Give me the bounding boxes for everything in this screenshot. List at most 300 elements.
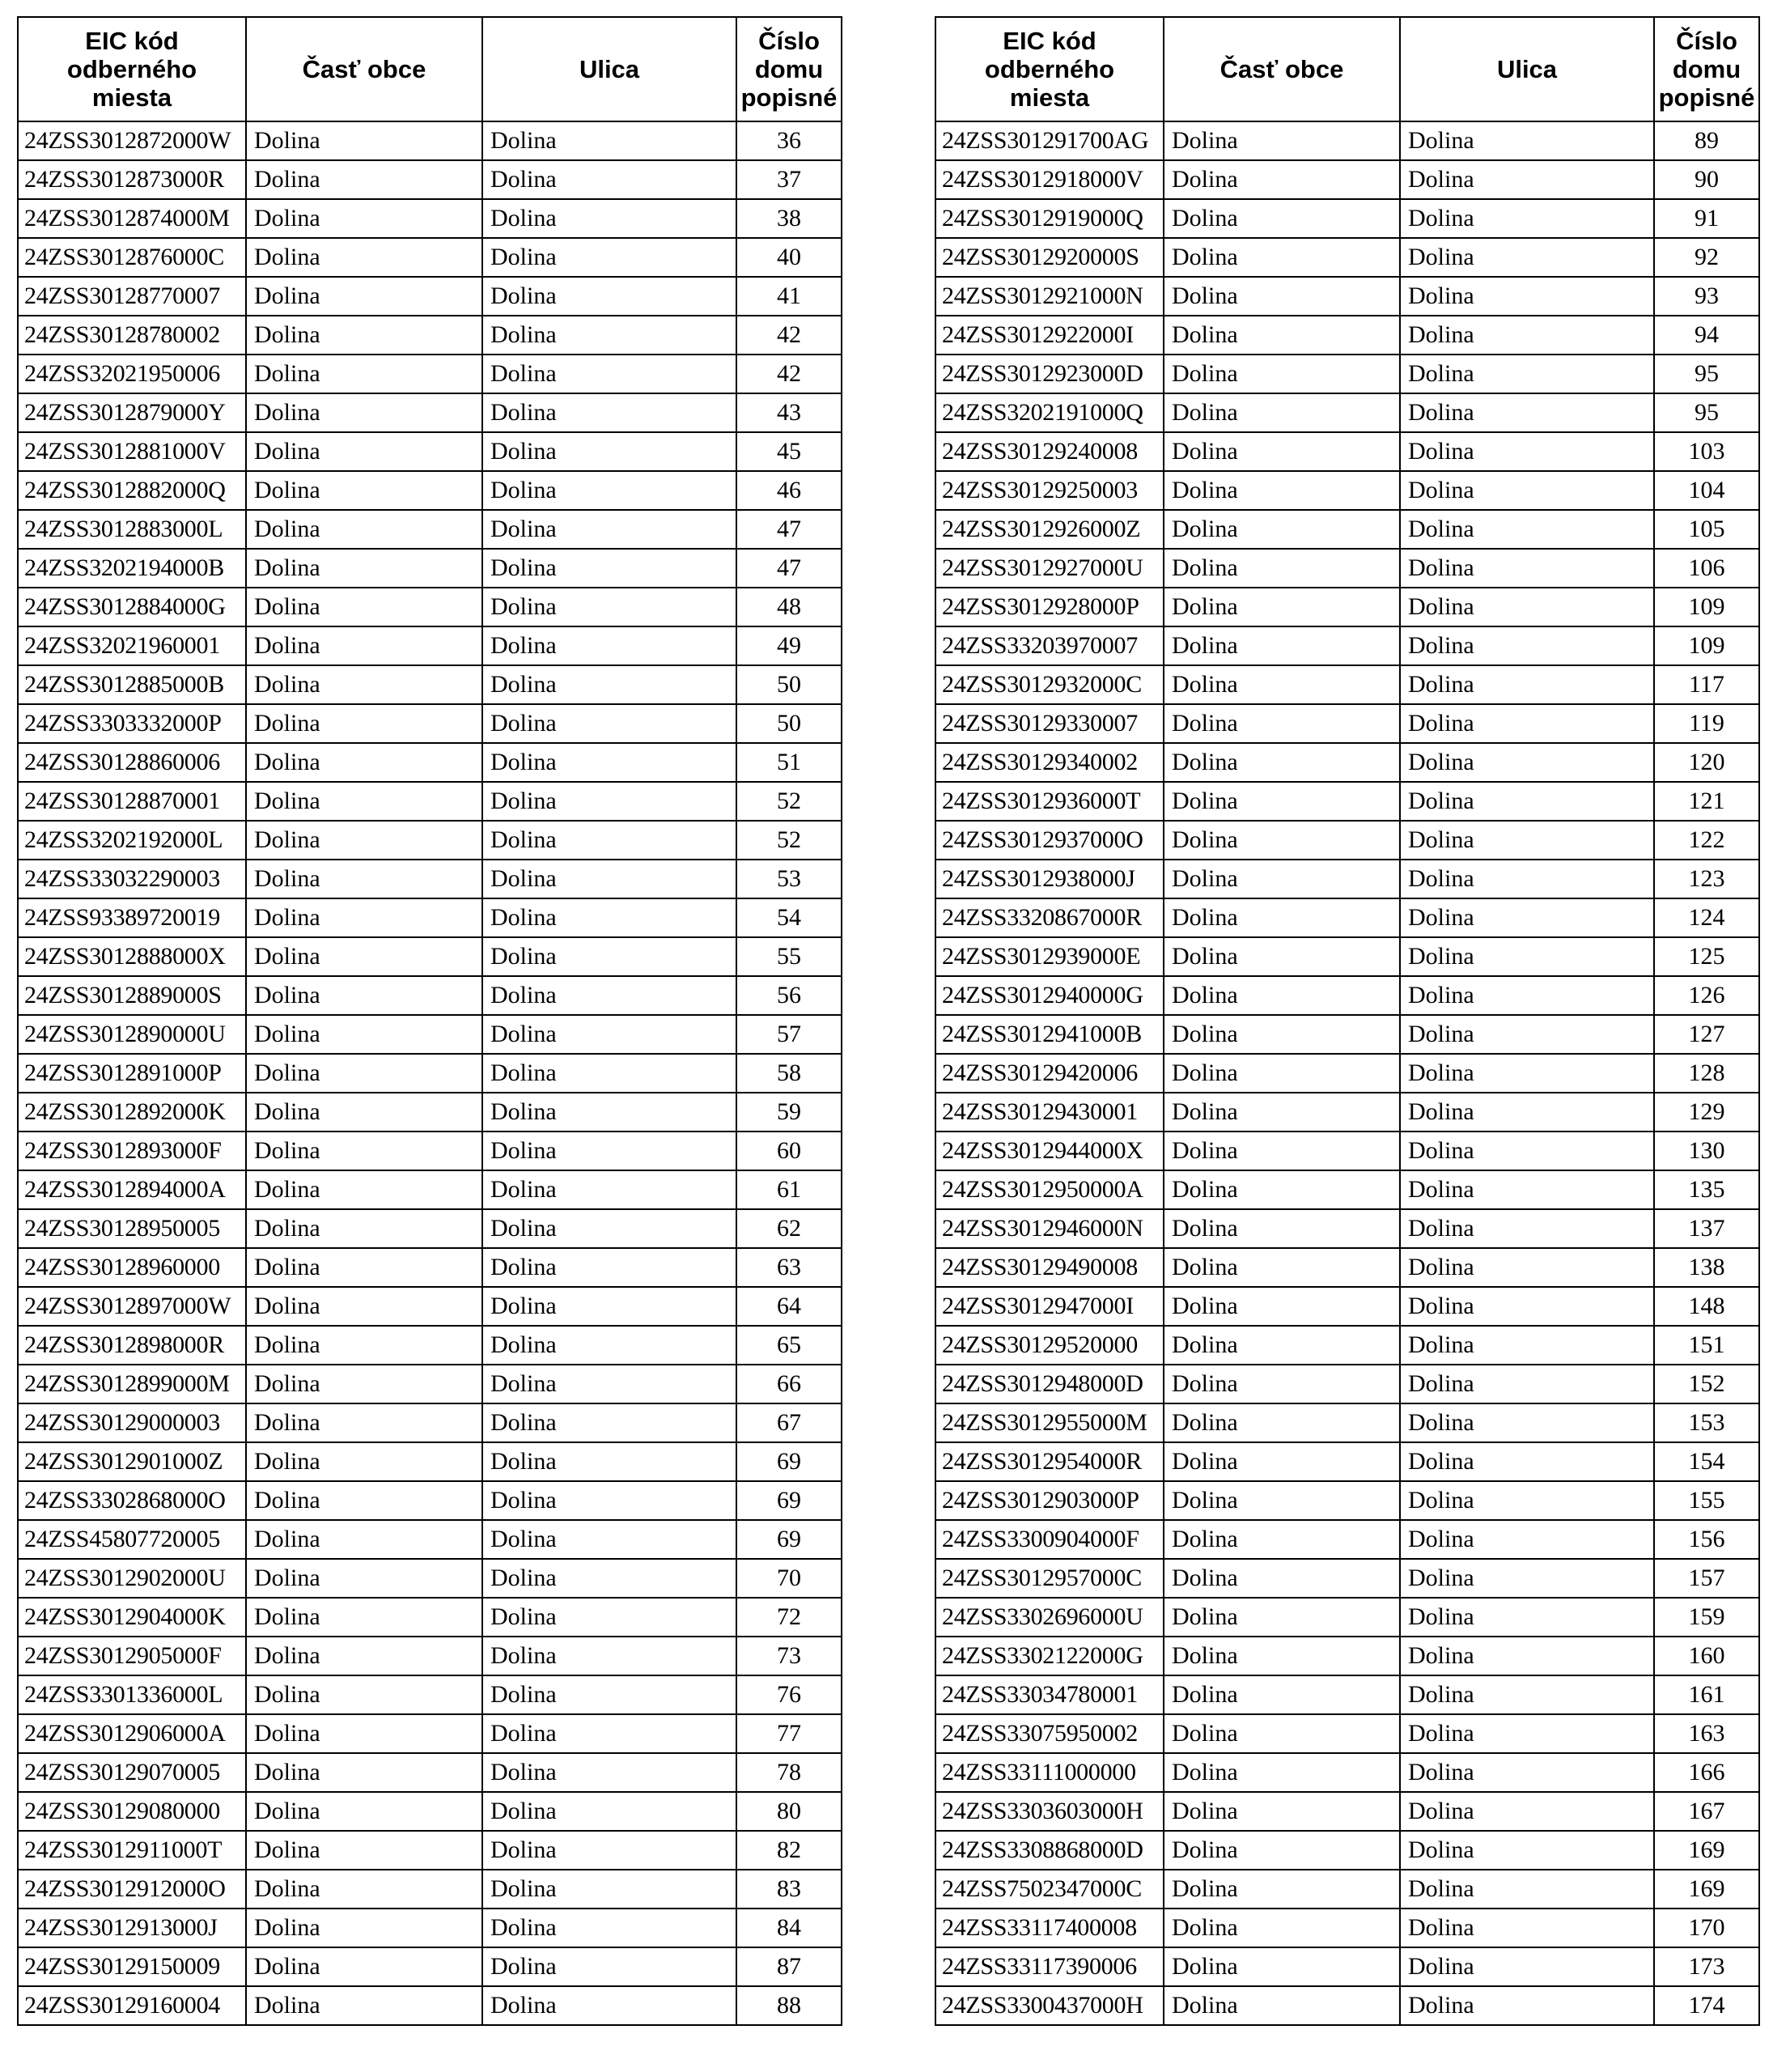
table-row (935, 355, 1759, 393)
ulica-cell: Dolina (1400, 238, 1654, 277)
ulica-cell: Dolina (1400, 821, 1654, 860)
cast-obce-cell: Dolina (1164, 1287, 1400, 1326)
cislo-domu-cell: 170 (1654, 1909, 1759, 1947)
eic-code-cell: 24ZSS33075950002 (935, 1714, 1164, 1753)
cast-obce-cell: Dolina (246, 1637, 482, 1675)
table-row (935, 1403, 1759, 1442)
cast-obce-cell: Dolina (1164, 277, 1400, 316)
ulica-cell: Dolina (482, 1481, 736, 1520)
eic-code-cell: 24ZSS3012884000G (18, 588, 246, 626)
cislo-domu-cell: 163 (1654, 1714, 1759, 1753)
eic-code-cell: 24ZSS30129490008 (935, 1248, 1164, 1287)
header-eic-code: EIC kód odberného miesta (18, 17, 246, 121)
cast-obce-cell: Dolina (1164, 1403, 1400, 1442)
cislo-domu-cell: 106 (1654, 549, 1759, 588)
table-row (935, 1132, 1759, 1170)
header-cast-obce: Časť obce (1164, 17, 1400, 121)
ulica-cell: Dolina (482, 1365, 736, 1403)
table-row (18, 1520, 842, 1559)
eic-code-cell: 24ZSS3012940000G (935, 976, 1164, 1015)
cislo-domu-cell: 127 (1654, 1015, 1759, 1054)
cislo-domu-cell: 123 (1654, 860, 1759, 898)
cast-obce-cell: Dolina (246, 821, 482, 860)
table-row (18, 976, 842, 1015)
cast-obce-cell: Dolina (246, 860, 482, 898)
table-row (18, 277, 842, 316)
ulica-cell: Dolina (1400, 1248, 1654, 1287)
ulica-cell: Dolina (1400, 588, 1654, 626)
table-row (935, 821, 1759, 860)
table-row (935, 1753, 1759, 1792)
eic-code-cell: 24ZSS30129240008 (935, 432, 1164, 471)
cast-obce-cell: Dolina (246, 1831, 482, 1870)
table-header-row (18, 17, 842, 121)
ulica-cell: Dolina (1400, 471, 1654, 510)
table-row (935, 1947, 1759, 1986)
ulica-cell: Dolina (1400, 432, 1654, 471)
eic-code-cell: 24ZSS30129150009 (18, 1947, 246, 1986)
eic-code-cell: 24ZSS3012883000L (18, 510, 246, 549)
table-row (18, 1986, 842, 2025)
eic-code-cell: 24ZSS3012893000F (18, 1132, 246, 1170)
eic-code-cell: 24ZSS3012955000M (935, 1403, 1164, 1442)
ulica-cell: Dolina (1400, 1365, 1654, 1403)
cast-obce-cell: Dolina (246, 1403, 482, 1442)
ulica-cell: Dolina (1400, 1442, 1654, 1481)
table-row (935, 1559, 1759, 1598)
cast-obce-cell: Dolina (246, 160, 482, 199)
ulica-cell: Dolina (1400, 1637, 1654, 1675)
ulica-cell: Dolina (482, 1792, 736, 1831)
ulica-cell: Dolina (482, 1132, 736, 1170)
cislo-domu-cell: 61 (736, 1170, 842, 1209)
eic-code-cell: 24ZSS3202192000L (18, 821, 246, 860)
ulica-cell: Dolina (482, 1598, 736, 1637)
cast-obce-cell: Dolina (246, 471, 482, 510)
cast-obce-cell: Dolina (246, 1054, 482, 1093)
ulica-cell: Dolina (1400, 860, 1654, 898)
cislo-domu-cell: 119 (1654, 704, 1759, 743)
ulica-cell: Dolina (1400, 1714, 1654, 1753)
table-row (18, 1753, 842, 1792)
cast-obce-cell: Dolina (246, 1326, 482, 1365)
table-row (18, 199, 842, 238)
table-row (18, 1326, 842, 1365)
cast-obce-cell: Dolina (246, 704, 482, 743)
ulica-cell: Dolina (482, 1559, 736, 1598)
ulica-cell: Dolina (482, 355, 736, 393)
table-row (935, 626, 1759, 665)
eic-code-cell: 24ZSS3012923000D (935, 355, 1164, 393)
cast-obce-cell: Dolina (246, 199, 482, 238)
cislo-domu-cell: 72 (736, 1598, 842, 1637)
table-row (935, 1170, 1759, 1209)
cislo-domu-cell: 42 (736, 316, 842, 355)
cast-obce-cell: Dolina (1164, 821, 1400, 860)
table-row (935, 1520, 1759, 1559)
cislo-domu-cell: 45 (736, 432, 842, 471)
cislo-domu-cell: 67 (736, 1403, 842, 1442)
cislo-domu-cell: 52 (736, 782, 842, 821)
eic-code-cell: 24ZSS3012912000O (18, 1870, 246, 1909)
cislo-domu-cell: 128 (1654, 1054, 1759, 1093)
table-row (18, 471, 842, 510)
table-row (935, 199, 1759, 238)
table-row (935, 1986, 1759, 2025)
cislo-domu-cell: 137 (1654, 1209, 1759, 1248)
ulica-cell: Dolina (1400, 1326, 1654, 1365)
table-row (18, 1209, 842, 1248)
header-cislo-domu: Číslo domu popisné (1654, 17, 1759, 121)
eic-code-cell: 24ZSS3320867000R (935, 898, 1164, 937)
ulica-cell: Dolina (482, 549, 736, 588)
table-row (18, 1909, 842, 1947)
eic-code-cell: 24ZSS30129000003 (18, 1403, 246, 1442)
ulica-cell: Dolina (1400, 1753, 1654, 1792)
ulica-cell: Dolina (482, 743, 736, 782)
eic-code-cell: 24ZSS3012928000P (935, 588, 1164, 626)
cast-obce-cell: Dolina (1164, 665, 1400, 704)
cast-obce-cell: Dolina (1164, 1209, 1400, 1248)
ulica-cell: Dolina (482, 1442, 736, 1481)
table-row (18, 510, 842, 549)
cast-obce-cell: Dolina (1164, 782, 1400, 821)
eic-code-cell: 24ZSS3302696000U (935, 1598, 1164, 1637)
cast-obce-cell: Dolina (246, 743, 482, 782)
cast-obce-cell: Dolina (1164, 1947, 1400, 1986)
eic-code-cell: 24ZSS3202191000Q (935, 393, 1164, 432)
eic-code-cell: 24ZSS3012922000I (935, 316, 1164, 355)
table-row (935, 665, 1759, 704)
eic-code-cell: 24ZSS33032290003 (18, 860, 246, 898)
cast-obce-cell: Dolina (246, 1248, 482, 1287)
eic-code-cell: 24ZSS3012927000U (935, 549, 1164, 588)
eic-code-cell: 24ZSS3303332000P (18, 704, 246, 743)
table-row (935, 782, 1759, 821)
cast-obce-cell: Dolina (246, 393, 482, 432)
cislo-domu-cell: 92 (1654, 238, 1759, 277)
eic-code-cell: 24ZSS3300904000F (935, 1520, 1164, 1559)
table-row (935, 976, 1759, 1015)
cislo-domu-cell: 124 (1654, 898, 1759, 937)
cislo-domu-cell: 64 (736, 1287, 842, 1326)
table-row (18, 1675, 842, 1714)
cislo-domu-cell: 103 (1654, 432, 1759, 471)
table-row (18, 1559, 842, 1598)
cislo-domu-cell: 51 (736, 743, 842, 782)
table-row (935, 432, 1759, 471)
eic-code-cell: 24ZSS3012939000E (935, 937, 1164, 976)
table-row (18, 704, 842, 743)
ulica-cell: Dolina (482, 1870, 736, 1909)
cislo-domu-cell: 169 (1654, 1870, 1759, 1909)
ulica-cell: Dolina (482, 510, 736, 549)
ulica-cell: Dolina (482, 626, 736, 665)
ulica-cell: Dolina (482, 976, 736, 1015)
table-row (18, 1093, 842, 1132)
eic-code-cell: 24ZSS3012913000J (18, 1909, 246, 1947)
table-row (18, 1287, 842, 1326)
eic-code-cell: 24ZSS30128860006 (18, 743, 246, 782)
cast-obce-cell: Dolina (246, 277, 482, 316)
eic-code-cell: 24ZSS30128770007 (18, 277, 246, 316)
ulica-cell: Dolina (482, 1015, 736, 1054)
cislo-domu-cell: 87 (736, 1947, 842, 1986)
ulica-cell: Dolina (1400, 1559, 1654, 1598)
cislo-domu-cell: 129 (1654, 1093, 1759, 1132)
eic-code-cell: 24ZSS93389720019 (18, 898, 246, 937)
cast-obce-cell: Dolina (246, 549, 482, 588)
cast-obce-cell: Dolina (1164, 1365, 1400, 1403)
eic-code-cell: 24ZSS3012899000M (18, 1365, 246, 1403)
ulica-cell: Dolina (1400, 121, 1654, 160)
cast-obce-cell: Dolina (246, 1714, 482, 1753)
cast-obce-cell: Dolina (246, 1132, 482, 1170)
eic-code-cell: 24ZSS32021960001 (18, 626, 246, 665)
ulica-cell: Dolina (482, 1986, 736, 2025)
eic-code-cell: 24ZSS3012890000U (18, 1015, 246, 1054)
eic-code-cell: 24ZSS3012881000V (18, 432, 246, 471)
cislo-domu-cell: 138 (1654, 1248, 1759, 1287)
cast-obce-cell: Dolina (246, 355, 482, 393)
table-row (935, 510, 1759, 549)
eic-code-cell: 24ZSS3012888000X (18, 937, 246, 976)
ulica-cell: Dolina (482, 432, 736, 471)
eic-code-cell: 24ZSS3012872000W (18, 121, 246, 160)
cast-obce-cell: Dolina (1164, 1326, 1400, 1365)
cislo-domu-cell: 47 (736, 549, 842, 588)
eic-code-cell: 24ZSS3012892000K (18, 1093, 246, 1132)
eic-code-cell: 24ZSS30129250003 (935, 471, 1164, 510)
eic-code-cell: 24ZSS3012957000C (935, 1559, 1164, 1598)
cislo-domu-cell: 56 (736, 976, 842, 1015)
ulica-cell: Dolina (482, 1753, 736, 1792)
ulica-cell: Dolina (1400, 1209, 1654, 1248)
ulica-cell: Dolina (482, 1248, 736, 1287)
cislo-domu-cell: 37 (736, 160, 842, 199)
cast-obce-cell: Dolina (1164, 588, 1400, 626)
cislo-domu-cell: 70 (736, 1559, 842, 1598)
cast-obce-cell: Dolina (1164, 1093, 1400, 1132)
cast-obce-cell: Dolina (1164, 1792, 1400, 1831)
cislo-domu-cell: 69 (736, 1481, 842, 1520)
table-row (935, 471, 1759, 510)
table-row (935, 549, 1759, 588)
cast-obce-cell: Dolina (1164, 1909, 1400, 1947)
ulica-cell: Dolina (482, 1947, 736, 1986)
ulica-cell: Dolina (482, 160, 736, 199)
cast-obce-cell: Dolina (246, 1093, 482, 1132)
cislo-domu-cell: 95 (1654, 393, 1759, 432)
cast-obce-cell: Dolina (1164, 937, 1400, 976)
ulica-cell: Dolina (1400, 277, 1654, 316)
ulica-cell: Dolina (482, 1714, 736, 1753)
cislo-domu-cell: 122 (1654, 821, 1759, 860)
ulica-cell: Dolina (1400, 1132, 1654, 1170)
eic-code-cell: 24ZSS45807720005 (18, 1520, 246, 1559)
cast-obce-cell: Dolina (1164, 704, 1400, 743)
table-header-row (935, 17, 1759, 121)
ulica-cell: Dolina (482, 1909, 736, 1947)
cislo-domu-cell: 47 (736, 510, 842, 549)
cast-obce-cell: Dolina (246, 1675, 482, 1714)
ulica-cell: Dolina (1400, 898, 1654, 937)
ulica-cell: Dolina (1400, 782, 1654, 821)
table-row (935, 1870, 1759, 1909)
eic-code-cell: 24ZSS3012926000Z (935, 510, 1164, 549)
cast-obce-cell: Dolina (1164, 1054, 1400, 1093)
table-row (18, 1947, 842, 1986)
cast-obce-cell: Dolina (1164, 549, 1400, 588)
eic-code-cell: 24ZSS3012906000A (18, 1714, 246, 1753)
eic-code-cell: 24ZSS3012936000T (935, 782, 1164, 821)
ulica-cell: Dolina (482, 1520, 736, 1559)
cast-obce-cell: Dolina (246, 1909, 482, 1947)
ulica-cell: Dolina (1400, 1986, 1654, 2025)
cast-obce-cell: Dolina (1164, 199, 1400, 238)
header-cislo-domu: Číslo domu popisné (736, 17, 842, 121)
cislo-domu-cell: 89 (1654, 121, 1759, 160)
table-body-right (935, 121, 1759, 2025)
eic-code-cell: 24ZSS3300437000H (935, 1986, 1164, 2025)
table-row (18, 1831, 842, 1870)
eic-code-cell: 24ZSS33117390006 (935, 1947, 1164, 1986)
cislo-domu-cell: 117 (1654, 665, 1759, 704)
eic-code-cell: 24ZSS3202194000B (18, 549, 246, 588)
eic-code-cell: 24ZSS30129520000 (935, 1326, 1164, 1365)
cast-obce-cell: Dolina (246, 1287, 482, 1326)
eic-code-cell: 24ZSS30128950005 (18, 1209, 246, 1248)
cislo-domu-cell: 53 (736, 860, 842, 898)
cast-obce-cell: Dolina (246, 626, 482, 665)
eic-code-cell: 24ZSS3012905000F (18, 1637, 246, 1675)
cislo-domu-cell: 167 (1654, 1792, 1759, 1831)
eic-code-cell: 24ZSS3012920000S (935, 238, 1164, 277)
cislo-domu-cell: 36 (736, 121, 842, 160)
eic-code-cell: 24ZSS3012901000Z (18, 1442, 246, 1481)
cast-obce-cell: Dolina (1164, 1015, 1400, 1054)
ulica-cell: Dolina (482, 704, 736, 743)
table-row (935, 121, 1759, 160)
cast-obce-cell: Dolina (1164, 1637, 1400, 1675)
cislo-domu-cell: 130 (1654, 1132, 1759, 1170)
ulica-cell: Dolina (482, 937, 736, 976)
ulica-cell: Dolina (1400, 704, 1654, 743)
cislo-domu-cell: 173 (1654, 1947, 1759, 1986)
table-row (18, 782, 842, 821)
eic-code-cell: 24ZSS3302868000O (18, 1481, 246, 1520)
cast-obce-cell: Dolina (246, 1520, 482, 1559)
cislo-domu-cell: 105 (1654, 510, 1759, 549)
table-row (935, 1248, 1759, 1287)
ulica-cell: Dolina (482, 898, 736, 937)
cislo-domu-cell: 109 (1654, 626, 1759, 665)
ulica-cell: Dolina (1400, 1093, 1654, 1132)
cislo-domu-cell: 94 (1654, 316, 1759, 355)
eic-code-cell: 24ZSS7502347000C (935, 1870, 1164, 1909)
eic-code-cell: 24ZSS3012948000D (935, 1365, 1164, 1403)
cislo-domu-cell: 83 (736, 1870, 842, 1909)
ulica-cell: Dolina (1400, 976, 1654, 1015)
cast-obce-cell: Dolina (246, 1209, 482, 1248)
cislo-domu-cell: 48 (736, 588, 842, 626)
table-row (935, 1598, 1759, 1637)
eic-code-cell: 24ZSS3012891000P (18, 1054, 246, 1093)
cast-obce-cell: Dolina (1164, 1831, 1400, 1870)
table-row (935, 1209, 1759, 1248)
table-row (18, 1637, 842, 1675)
table-row (935, 898, 1759, 937)
eic-code-cell: 24ZSS3012947000I (935, 1287, 1164, 1326)
eic-code-cell: 24ZSS3012882000Q (18, 471, 246, 510)
ulica-cell: Dolina (1400, 1481, 1654, 1520)
cislo-domu-cell: 82 (736, 1831, 842, 1870)
table-row (18, 665, 842, 704)
ulica-cell: Dolina (1400, 316, 1654, 355)
ulica-cell: Dolina (1400, 199, 1654, 238)
eic-code-cell: 24ZSS3012879000Y (18, 393, 246, 432)
table-row (18, 588, 842, 626)
table-row (935, 393, 1759, 432)
table-row (18, 1481, 842, 1520)
eic-code-cell: 24ZSS3012876000C (18, 238, 246, 277)
ulica-cell: Dolina (482, 1170, 736, 1209)
ulica-cell: Dolina (482, 665, 736, 704)
cislo-domu-cell: 60 (736, 1132, 842, 1170)
cislo-domu-cell: 43 (736, 393, 842, 432)
eic-code-cell: 24ZSS3303603000H (935, 1792, 1164, 1831)
table-row (935, 1015, 1759, 1054)
table-row (18, 121, 842, 160)
ulica-cell: Dolina (482, 121, 736, 160)
cast-obce-cell: Dolina (246, 121, 482, 160)
eic-code-cell: 24ZSS301291700AG (935, 121, 1164, 160)
ulica-cell: Dolina (1400, 1598, 1654, 1637)
table-row (935, 1792, 1759, 1831)
cislo-domu-cell: 55 (736, 937, 842, 976)
cislo-domu-cell: 88 (736, 1986, 842, 2025)
cislo-domu-cell: 84 (736, 1909, 842, 1947)
table-row (935, 316, 1759, 355)
cislo-domu-cell: 120 (1654, 743, 1759, 782)
cast-obce-cell: Dolina (1164, 471, 1400, 510)
cast-obce-cell: Dolina (1164, 1986, 1400, 2025)
cast-obce-cell: Dolina (246, 238, 482, 277)
cislo-domu-cell: 174 (1654, 1986, 1759, 2025)
cast-obce-cell: Dolina (246, 782, 482, 821)
table-row (18, 1054, 842, 1093)
ulica-cell: Dolina (1400, 743, 1654, 782)
cast-obce-cell: Dolina (246, 898, 482, 937)
cast-obce-cell: Dolina (1164, 238, 1400, 277)
table-row (18, 1792, 842, 1831)
cislo-domu-cell: 46 (736, 471, 842, 510)
ulica-cell: Dolina (482, 821, 736, 860)
table-row (935, 1637, 1759, 1675)
ulica-cell: Dolina (482, 1637, 736, 1675)
ulica-cell: Dolina (482, 238, 736, 277)
cast-obce-cell: Dolina (1164, 1598, 1400, 1637)
eic-code-cell: 24ZSS3012911000T (18, 1831, 246, 1870)
eic-code-cell: 24ZSS30129340002 (935, 743, 1164, 782)
cast-obce-cell: Dolina (246, 1947, 482, 1986)
table-row (18, 1015, 842, 1054)
ulica-cell: Dolina (482, 277, 736, 316)
table-row (935, 1442, 1759, 1481)
table-row (18, 1870, 842, 1909)
table-row (18, 860, 842, 898)
cast-obce-cell: Dolina (1164, 626, 1400, 665)
